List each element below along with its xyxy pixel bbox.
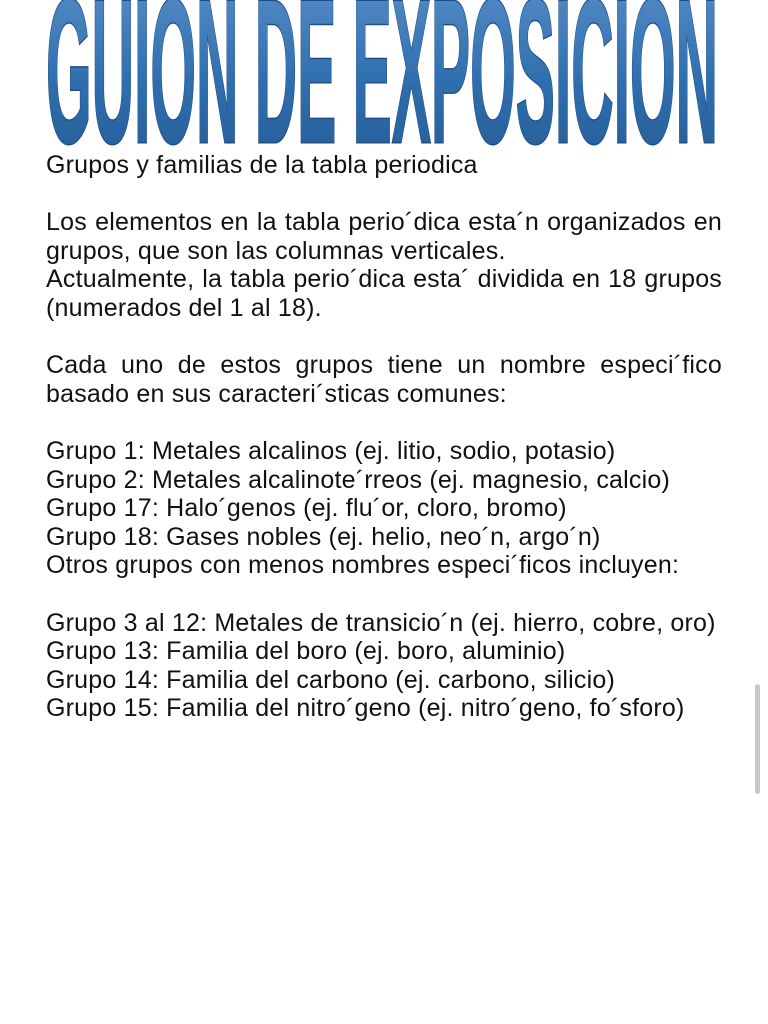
group-item: Grupo 3 al 12: Metales de transicio´n (ej. hierro, cobre, oro) <box>46 608 716 637</box>
blank-line <box>46 323 722 352</box>
group-item: Grupo 17: Halo´genos (ej. flu´or, cloro, bromo) <box>46 494 567 523</box>
document-body <box>46 151 722 723</box>
group-item: Grupo 1: Metales alcalinos (ej. litio, sodio, potasio) <box>46 436 616 465</box>
group-item: Grupo 15: Familia del nitro´geno (ej. nitro´geno, fo´sforo) <box>46 694 685 723</box>
group-item: Grupo 2: Metales alcalinote´rreos (ej. magnesio, calcio) <box>46 465 670 494</box>
intro-paragraph: Actualmente, la tabla perio´dica esta´ dividida en 18 grupos (numerados del 1 al 18). <box>46 265 722 322</box>
document-subtitle: Grupos y familias de la tabla periodica <box>46 151 478 179</box>
intro-paragraph: Cada uno de estos grupos tiene un nombre especi´fico basado en sus caracteri´sticas comunes: <box>46 351 722 408</box>
vertical-scrollbar[interactable] <box>755 684 760 794</box>
others-intro: Otros grupos con menos nombres especi´ficos incluyen: <box>46 551 680 580</box>
document-title: GUION DE EXPOSICION <box>46 0 718 154</box>
title-wordart-graphic <box>44 0 720 154</box>
blank-line <box>46 408 722 437</box>
group-item: Grupo 18: Gases nobles (ej. helio, neo´n, argo´n) <box>46 522 601 551</box>
group-item: Grupo 13: Familia del boro (ej. boro, aluminio) <box>46 637 566 666</box>
blank-line <box>46 180 722 209</box>
group-item: Grupo 14: Familia del carbono (ej. carbono, silicio) <box>46 665 615 694</box>
title-wordart <box>44 0 720 154</box>
intro-paragraph: Los elementos en la tabla perio´dica esta´n organizados en grupos, que son las columnas verticales. <box>46 208 722 265</box>
blank-line <box>46 580 722 609</box>
